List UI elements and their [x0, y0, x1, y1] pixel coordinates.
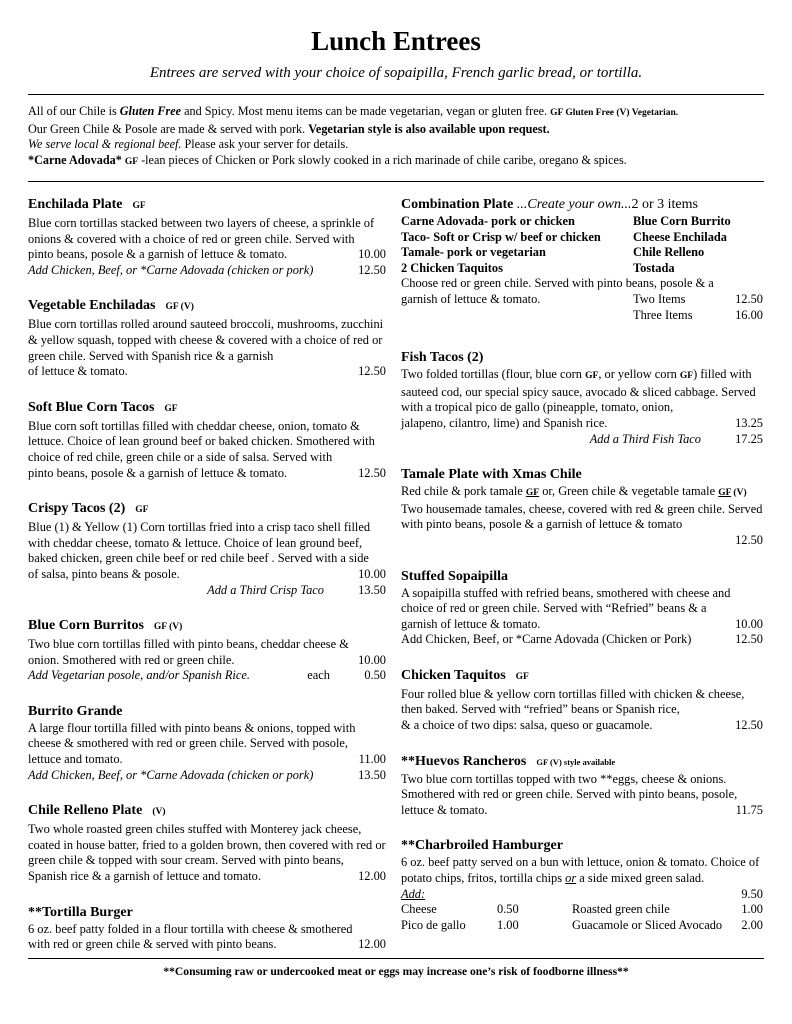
item-price: 9.50	[741, 886, 763, 901]
item-description-end: garnish of lettuce & tomato.	[401, 616, 541, 631]
item-name: Combination Plate	[401, 197, 514, 212]
combo-tier-price: 12.50	[735, 291, 763, 306]
item-description: Two blue corn tortillas filled with pinto beans, cheddar cheese &	[28, 637, 349, 652]
right-column	[401, 196, 763, 933]
addon-label: Add:	[401, 886, 426, 901]
item-addon: Add a Third Crisp Taco	[207, 582, 324, 597]
item-description-end: pinto beans, posole & a garnish of lettuce & tomato.	[28, 247, 288, 262]
menu-item-charbroiled-hamburger	[401, 837, 763, 933]
bottom-divider	[28, 958, 764, 959]
item-addon-price: 13.50	[358, 582, 386, 597]
item-description: Four rolled blue & yellow corn tortillas filled with chicken & cheese, then baked. Served with “refried” beans or Spanish rice,	[401, 686, 745, 717]
item-description-end: of lettuce & tomato.	[28, 364, 128, 379]
item-description: 6 oz. beef patty served on a bun with lettuce, onion & tomato. Choice of potato chips, fritos, tortilla chips or a side mixed green salad.	[401, 855, 760, 886]
item-name: Crispy Tacos (2)	[28, 501, 126, 517]
item-price: 11.75	[735, 802, 763, 817]
item-description: Blue corn tortillas rolled around sauteed broccoli, mushrooms, zucchini & yellow squash, topped with cheese & covered with a choice of red or green chile. Served with Spanish rice & a garnish	[28, 317, 384, 363]
item-description-end: of salsa, pinto beans & posole.	[28, 566, 180, 581]
item-price: 12.50	[358, 364, 386, 379]
item-description-end: Spanish rice & a garnish of lettuce and tomato.	[28, 869, 261, 884]
item-description-end: garnish of lettuce & tomato.	[401, 291, 541, 306]
intro-line-chile: All of our Chile is Gluten Free and Spicy. Most menu items can be made vegetarian, vegan or gluten free. GF Gluten Free (V) Vegetarian.	[28, 104, 679, 118]
item-description-end: with red or green chile & served with pinto beans.	[28, 937, 277, 952]
burger-addons	[401, 902, 763, 933]
item-addon-price: 0.50	[364, 668, 386, 683]
item-name: Soft Blue Corn Tacos	[28, 399, 155, 415]
menu-item-tamale-plate	[401, 466, 763, 548]
item-name: **Charbroiled Hamburger	[401, 838, 563, 854]
item-description-end: & a choice of two dips: salsa, queso or guacamole.	[401, 718, 653, 733]
item-description: A large flour tortilla filled with pinto beans & onions, topped with cheese & smothered with red or green chile. Served with posole,	[28, 720, 356, 751]
item-tag: GF (V)	[165, 302, 194, 313]
menu-item-combination-plate	[401, 196, 763, 323]
item-addon-price: 17.25	[735, 431, 763, 446]
combo-tier-label: Two Items	[633, 291, 686, 306]
combo-options	[401, 214, 763, 276]
item-addon: Add Chicken, Beef, or *Carne Adovada (chicken or pork)	[28, 767, 314, 782]
item-name: Blue Corn Burritos	[28, 618, 144, 634]
combo-option: Chile Relleno	[633, 245, 705, 260]
combo-option: 2 Chicken Taquitos	[401, 260, 503, 275]
item-addon-price: 13.50	[358, 767, 386, 782]
item-tag: GF	[135, 505, 149, 516]
item-price: 11.00	[358, 752, 386, 767]
menu-item-vegetable-enchiladas	[28, 297, 386, 379]
combo-option: Blue Corn Burrito	[633, 214, 731, 228]
item-description: Two whole roasted green chiles stuffed with Monterey jack cheese, coated in house batter, fried to a golden brown, then covered with red or green chile & topped with sour cream. Served with pinto beans,	[28, 822, 386, 868]
item-addon-price: 12.50	[358, 262, 386, 277]
menu-item-fish-tacos	[401, 349, 763, 447]
item-price: 12.00	[358, 937, 386, 952]
item-tag: GF	[515, 671, 529, 682]
menu-item-burrito-grande	[28, 703, 386, 783]
item-name: Chicken Taquitos	[401, 667, 506, 683]
left-column	[28, 196, 386, 953]
item-description-end: lettuce & tomato.	[401, 802, 488, 817]
item-tag: GF (V)	[153, 622, 183, 633]
item-tag: GF (V) style available	[536, 756, 616, 767]
addon-price: 1.00	[497, 917, 519, 932]
combo-option: Taco- Soft or Crisp w/ beef or chicken	[401, 229, 601, 244]
menu-item-huevos-rancheros	[401, 753, 763, 819]
combo-prices	[401, 292, 763, 323]
item-price: 10.00	[735, 616, 763, 631]
item-description: 6 oz. beef patty folded in a flour tortilla with cheese & smothered	[28, 921, 353, 936]
item-price: 12.00	[358, 869, 386, 884]
item-addon: Add a Third Fish Taco	[589, 431, 701, 446]
item-name: Vegetable Enchiladas	[28, 298, 156, 314]
item-description-end: pinto beans, posole & a garnish of lettuce & tomato.	[28, 465, 288, 480]
menu-item-enchilada-plate	[28, 196, 386, 278]
item-price: 10.00	[358, 566, 386, 581]
item-addon-each: each	[307, 668, 330, 683]
item-description-end: lettuce and tomato.	[28, 752, 123, 767]
combo-option: Cheese Enchilada	[633, 229, 727, 244]
addon-name: Roasted green chile	[572, 902, 670, 917]
item-name-italic: ...Create your own...	[513, 197, 632, 212]
item-name: **Huevos Rancheros	[401, 753, 527, 769]
item-description-end: jalapeno, cilantro, lime) and Spanish rice.	[401, 415, 608, 430]
item-description: Choose red or green chile. Served with pinto beans, posole & a	[401, 276, 714, 291]
item-name: Enchilada Plate	[28, 197, 123, 212]
top-divider	[28, 94, 764, 95]
combo-option: Tamale- pork or vegetarian	[401, 245, 546, 260]
item-description: A sopaipilla stuffed with refried beans, smothered with cheese and choice of red or green chile. Served with “Refried” beans & a	[401, 585, 731, 616]
item-price: 12.50	[735, 532, 763, 547]
item-price: 12.50	[358, 465, 386, 480]
item-name: **Tortilla Burger	[28, 904, 133, 920]
item-name: Tamale Plate with Xmas Chile	[401, 467, 582, 483]
food-safety-notice: **Consuming raw or undercooked meat or eggs may increase one’s risk of foodborne illness**	[163, 965, 629, 978]
combo-tier-price: 16.00	[735, 307, 763, 322]
combo-option: Carne Adovada- pork or chicken	[401, 214, 575, 228]
page-title: Lunch Entrees	[311, 26, 481, 56]
item-description-end: onion. Smothered with red or green chile.	[28, 652, 235, 667]
item-description: Blue (1) & Yellow (1) Corn tortillas fried into a crisp taco shell filled with cheddar cheese, tomato & lettuce. Choice of lean ground beef, baked chicken, green chile beef or red chile beef . Served with a side	[28, 520, 371, 566]
item-price: 13.25	[735, 415, 763, 430]
intro-line-pork: Our Green Chile & Posole are made & served with pork. Vegetarian style is also available upon request.	[28, 121, 550, 136]
item-tag: (V)	[152, 807, 166, 818]
combo-option: Tostada	[633, 260, 675, 275]
intro-line-adovada: *Carne Adovada* GF -lean pieces of Chicken or Pork slowly cooked in a rich marinade of chile caribe, oregano & spices.	[28, 152, 627, 167]
menu-item-tortilla-burger	[28, 904, 386, 953]
intro-divider	[28, 181, 764, 182]
menu-item-chile-relleno-plate	[28, 802, 386, 884]
item-description: Blue corn tortillas stacked between two layers of cheese, a sprinkle of onions & covered with a choice of red or green chile. Served with	[28, 216, 375, 246]
item-description: Red chile & pork tamale GF or, Green chile & vegetable tamale GF (V) Two housemade tamales, cheese, covered with red & green chile. Served with pinto beans, posole & a garnish of lettuce & tomato	[401, 484, 763, 532]
item-addon: Add Chicken, Beef, or *Carne Adovada (Chicken or Pork)	[401, 632, 692, 647]
item-price: 10.00	[358, 247, 386, 262]
item-tag: GF	[164, 403, 178, 414]
item-name: Burrito Grande	[28, 703, 123, 719]
addon-name: Guacamole or Sliced Avocado	[572, 917, 723, 932]
item-name: Chile Relleno Plate	[28, 803, 143, 819]
item-addon: Add Chicken, Beef, or *Carne Adovada (chicken or pork)	[28, 262, 314, 277]
addon-name: Pico de gallo	[401, 917, 466, 932]
menu-item-crispy-tacos	[28, 500, 386, 598]
item-price: 10.00	[358, 652, 386, 667]
menu-item-soft-blue-corn-tacos	[28, 399, 386, 481]
item-description: Two blue corn tortillas topped with two **eggs, cheese & onions. Smothered with red or green chile. Served with pinto beans, posole,	[401, 771, 738, 802]
combo-tier-label: Three Items	[633, 307, 693, 322]
menu-item-blue-corn-burritos	[28, 617, 386, 684]
item-name: Fish Tacos (2)	[401, 350, 484, 366]
addon-price: 2.00	[741, 917, 763, 932]
item-addon-price: 12.50	[735, 632, 763, 647]
item-addon: Add Vegetarian posole, and/or Spanish Rice.	[28, 668, 250, 683]
addon-name: Cheese	[401, 902, 437, 917]
item-name-tail: 2 or 3 items	[631, 197, 698, 212]
addon-price: 0.50	[497, 902, 519, 917]
item-description: Two folded tortillas (flour, blue corn GF, or yellow corn GF) filled with sauteed cod, our special spicy sauce, avocado & sliced cabbage. Served with a tropical pico de gallo (pineapple, tomato, onion,	[401, 367, 756, 415]
menu-item-chicken-taquitos	[401, 667, 763, 734]
page-subtitle: Entrees are served with your choice of sopaipilla, French garlic bread, or tortilla.	[149, 65, 643, 81]
intro-line-beef: We serve local & regional beef. Please ask your server for details.	[28, 137, 349, 152]
item-description: Blue corn soft tortillas filled with cheddar cheese, onion, tomato & lettuce. Choice of lean ground beef or baked chicken. Smothered with choice of red chile, green chile or a side of salsa. Served with	[28, 418, 375, 464]
item-tag: GF	[132, 201, 146, 211]
intro-notes	[28, 104, 768, 170]
addon-price: 1.00	[741, 902, 763, 917]
menu-item-stuffed-sopaipilla	[401, 568, 763, 648]
item-name: Stuffed Sopaipilla	[401, 568, 508, 584]
item-price: 12.50	[735, 718, 763, 733]
